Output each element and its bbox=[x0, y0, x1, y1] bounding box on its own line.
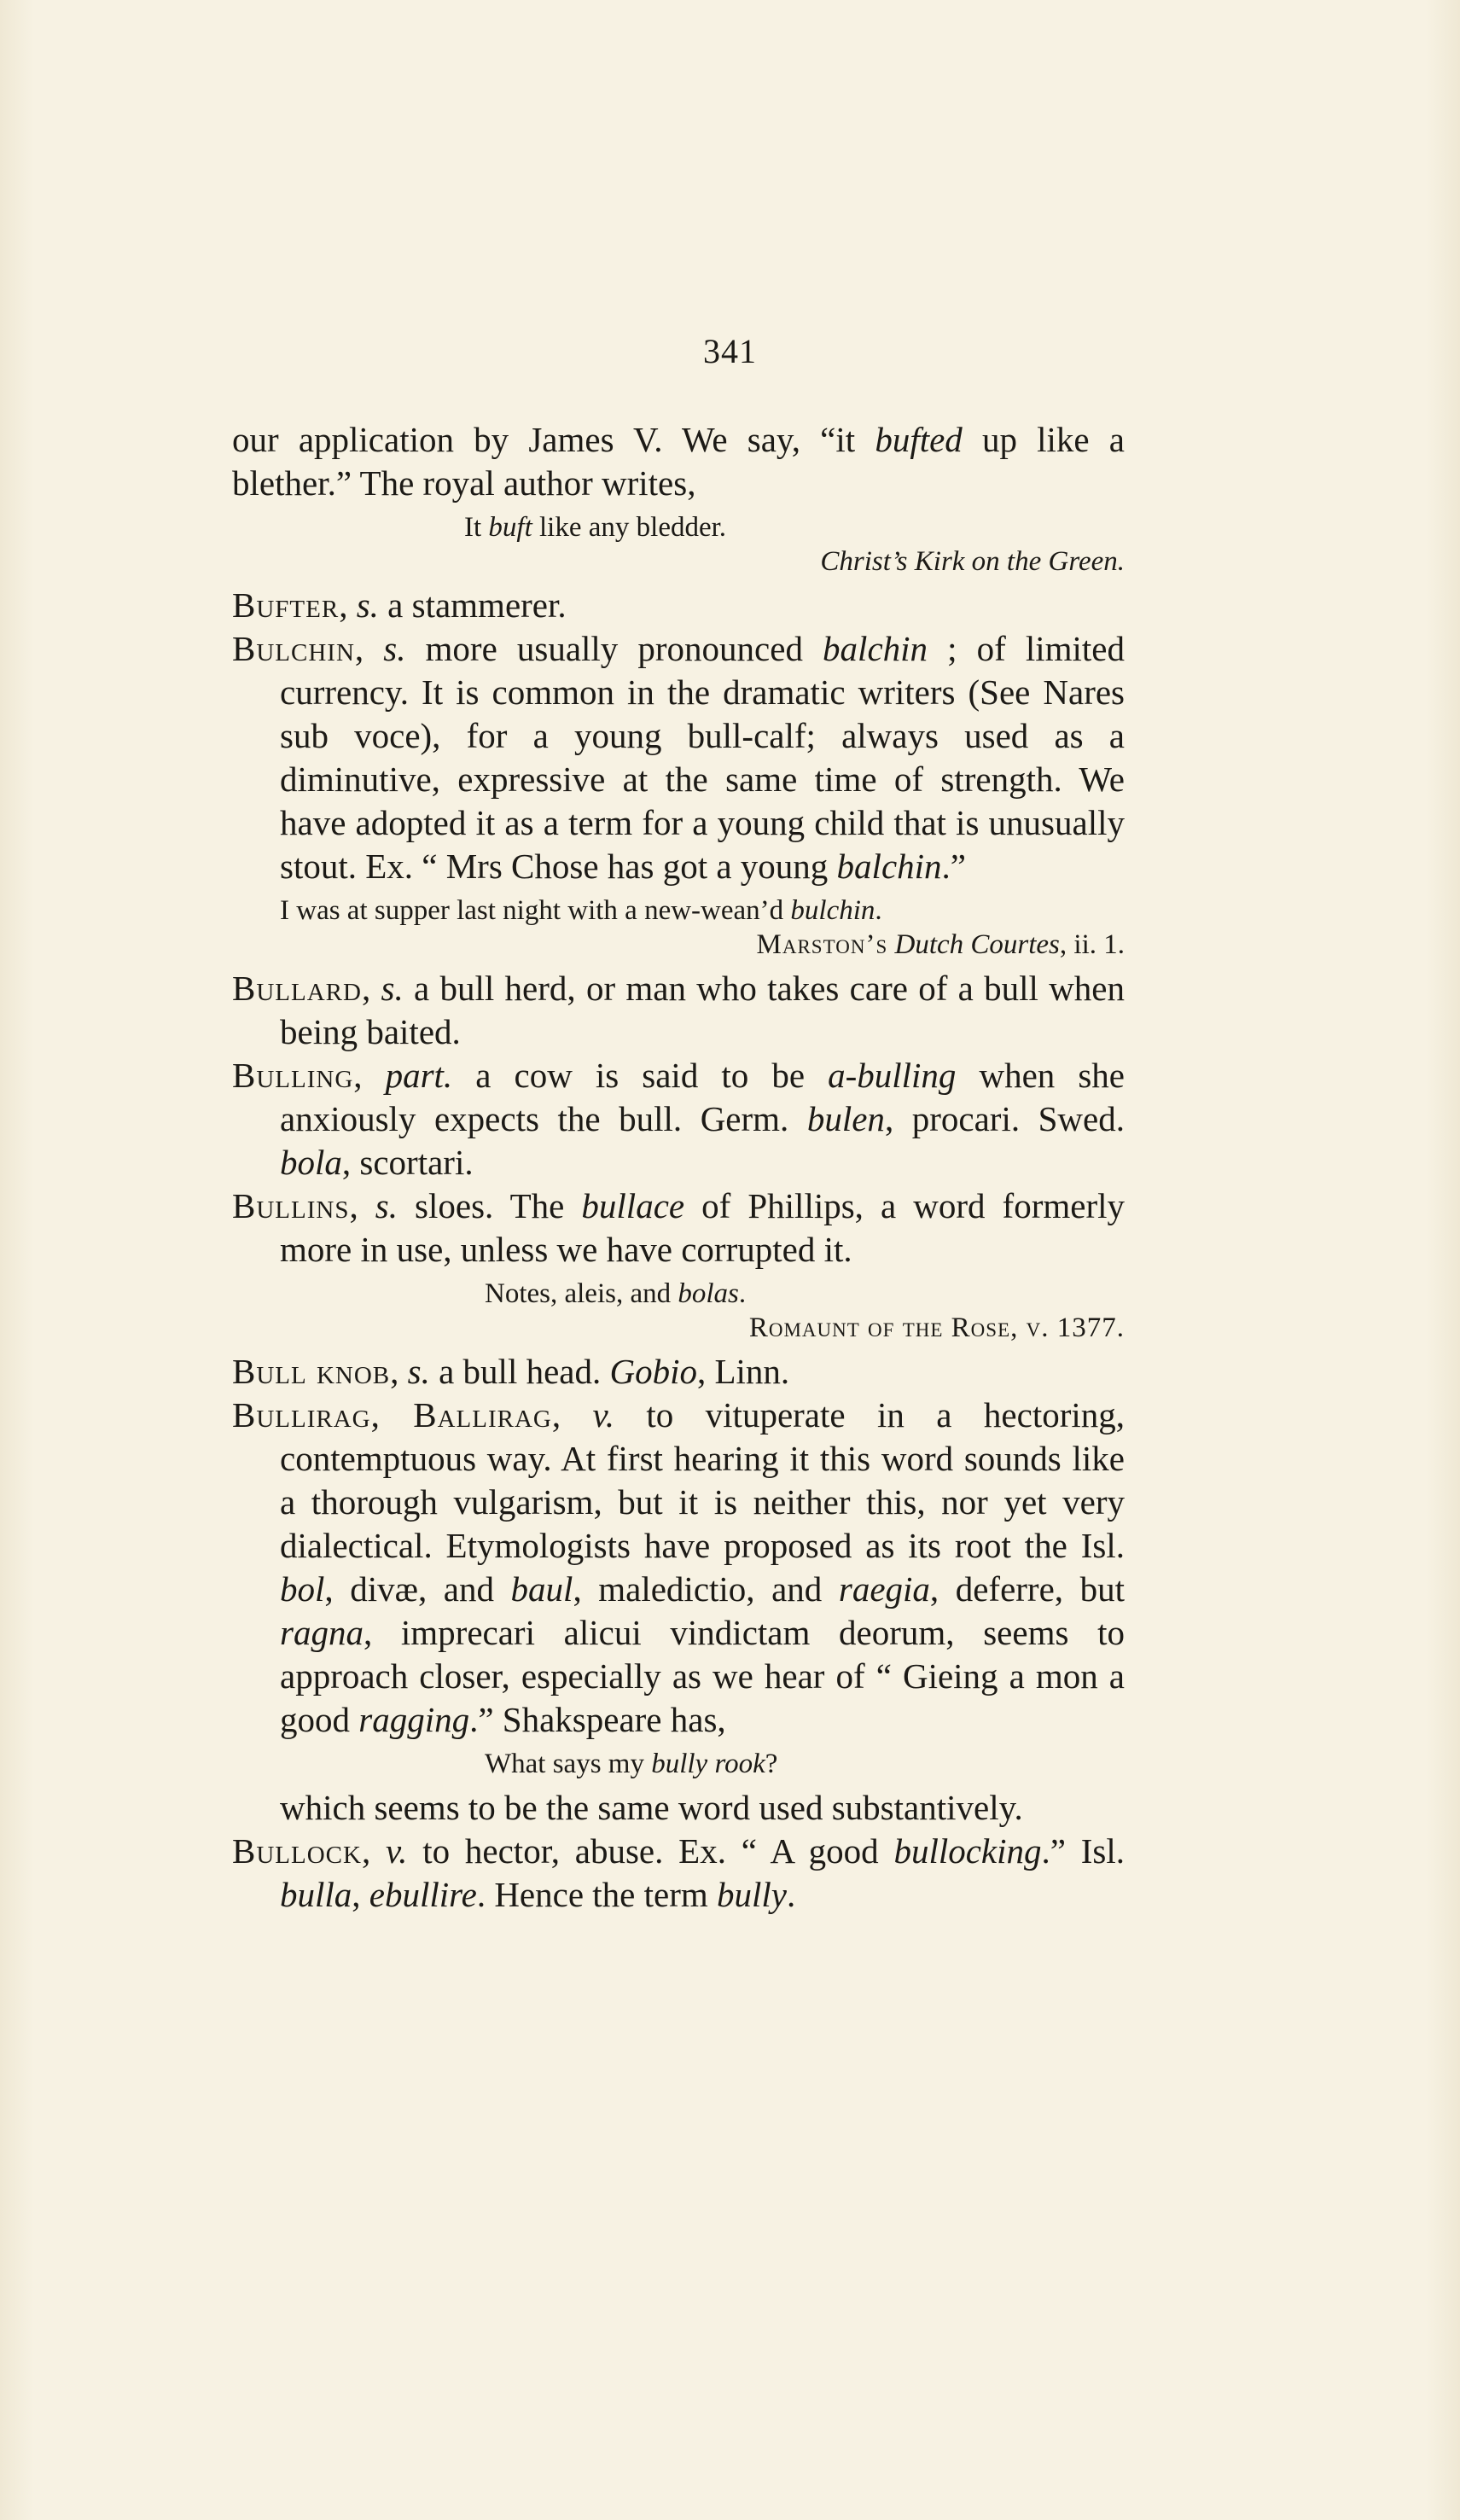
quote-source: Romaunt of the Rose, v. 1377. bbox=[748, 1312, 1125, 1343]
entry-bullock: Bullock, v. to hector, abuse. Ex. “ A good bullocking.” Isl. bulla, ebullire. Hence the term bully. bbox=[232, 1831, 1126, 1914]
quote-christs-kirk bbox=[232, 510, 1125, 579]
entry-bull-knob: Bull knob, s. a bull head. Gobio, Linn. bbox=[232, 1352, 790, 1391]
quote-line: What says my bully rook? bbox=[485, 1749, 778, 1779]
quote-line: Notes, aleis, and bolas. bbox=[485, 1278, 747, 1309]
entry-bufter: Bufter, s. a stammerer. bbox=[232, 585, 567, 625]
quote-romaunt bbox=[232, 1277, 1125, 1345]
continuation-paragraph: which seems to be the same word used substantively. bbox=[280, 1788, 1023, 1827]
entry-bulling: Bulling, part. a cow is said to be a-bulling when she anxiously expects the bull. Germ. bulen, procari. Swed. bola, scortari. bbox=[232, 1056, 1126, 1182]
page-number: 341 bbox=[703, 332, 757, 370]
quote-shakspeare bbox=[232, 1747, 1125, 1781]
entry-headword: Bufter bbox=[232, 585, 340, 625]
page-body bbox=[232, 418, 1125, 1917]
entry-headword: Bullirag, Ballirag bbox=[232, 1395, 552, 1435]
entry-bullins: Bullins, s. sloes. The bullace of Phillips, a word formerly more in use, unless we have corrupted it. bbox=[232, 1186, 1125, 1269]
quote-source: Marston’s Dutch Courtes, ii. 1. bbox=[756, 929, 1125, 960]
quote-marston bbox=[232, 893, 1125, 962]
entry-headword: Bulchin bbox=[232, 629, 355, 668]
entry-headword: Bullard bbox=[232, 969, 362, 1008]
entry-bullirag: Bullirag, Ballirag, v. to vituperate in a hectoring, contemptuous way. At first hearing it this word sounds like a thorough vulgarism, but it is neither this, nor yet very dialectical. Etymologists have proposed as its root the Isl. bol, divæ, and baul, maledictio, and raegia, deferre, but ragna, imprecari alicui vindictam deorum, seems to approach closer, especially as we hear of “ Gieing a mon a good ragging.” Shakspeare has, bbox=[232, 1395, 1125, 1739]
entry-headword: Bullock bbox=[232, 1831, 362, 1871]
entry-bullard: Bullard, s. a bull herd, or man who takes care of a bull when being baited. bbox=[232, 969, 1125, 1051]
intro-paragraph: our application by James V. We say, “it bufted up like a blether.” The royal author writes, bbox=[232, 420, 1125, 503]
entry-headword: Bullins bbox=[232, 1186, 350, 1225]
quote-line: I was at supper last night with a new-wean’d bulchin. bbox=[280, 895, 882, 926]
quote-source: Christ’s Kirk on the Green. bbox=[820, 546, 1125, 577]
entry-headword: Bulling bbox=[232, 1056, 354, 1095]
quote-line: It buft like any bledder. bbox=[464, 512, 727, 543]
entry-bulchin: Bulchin, s. more usually pronounced balchin ; of limited currency. It is common in the dramatic writers (See Nares sub voce), for a young bull-calf; always used as a diminutive, expressive at the same time of strength. We have adopted it as a term for a young child that is unusually stout. Ex. “ Mrs Chose has got a young balchin.” bbox=[232, 629, 1125, 886]
entry-headword: Bull knob bbox=[232, 1352, 391, 1391]
